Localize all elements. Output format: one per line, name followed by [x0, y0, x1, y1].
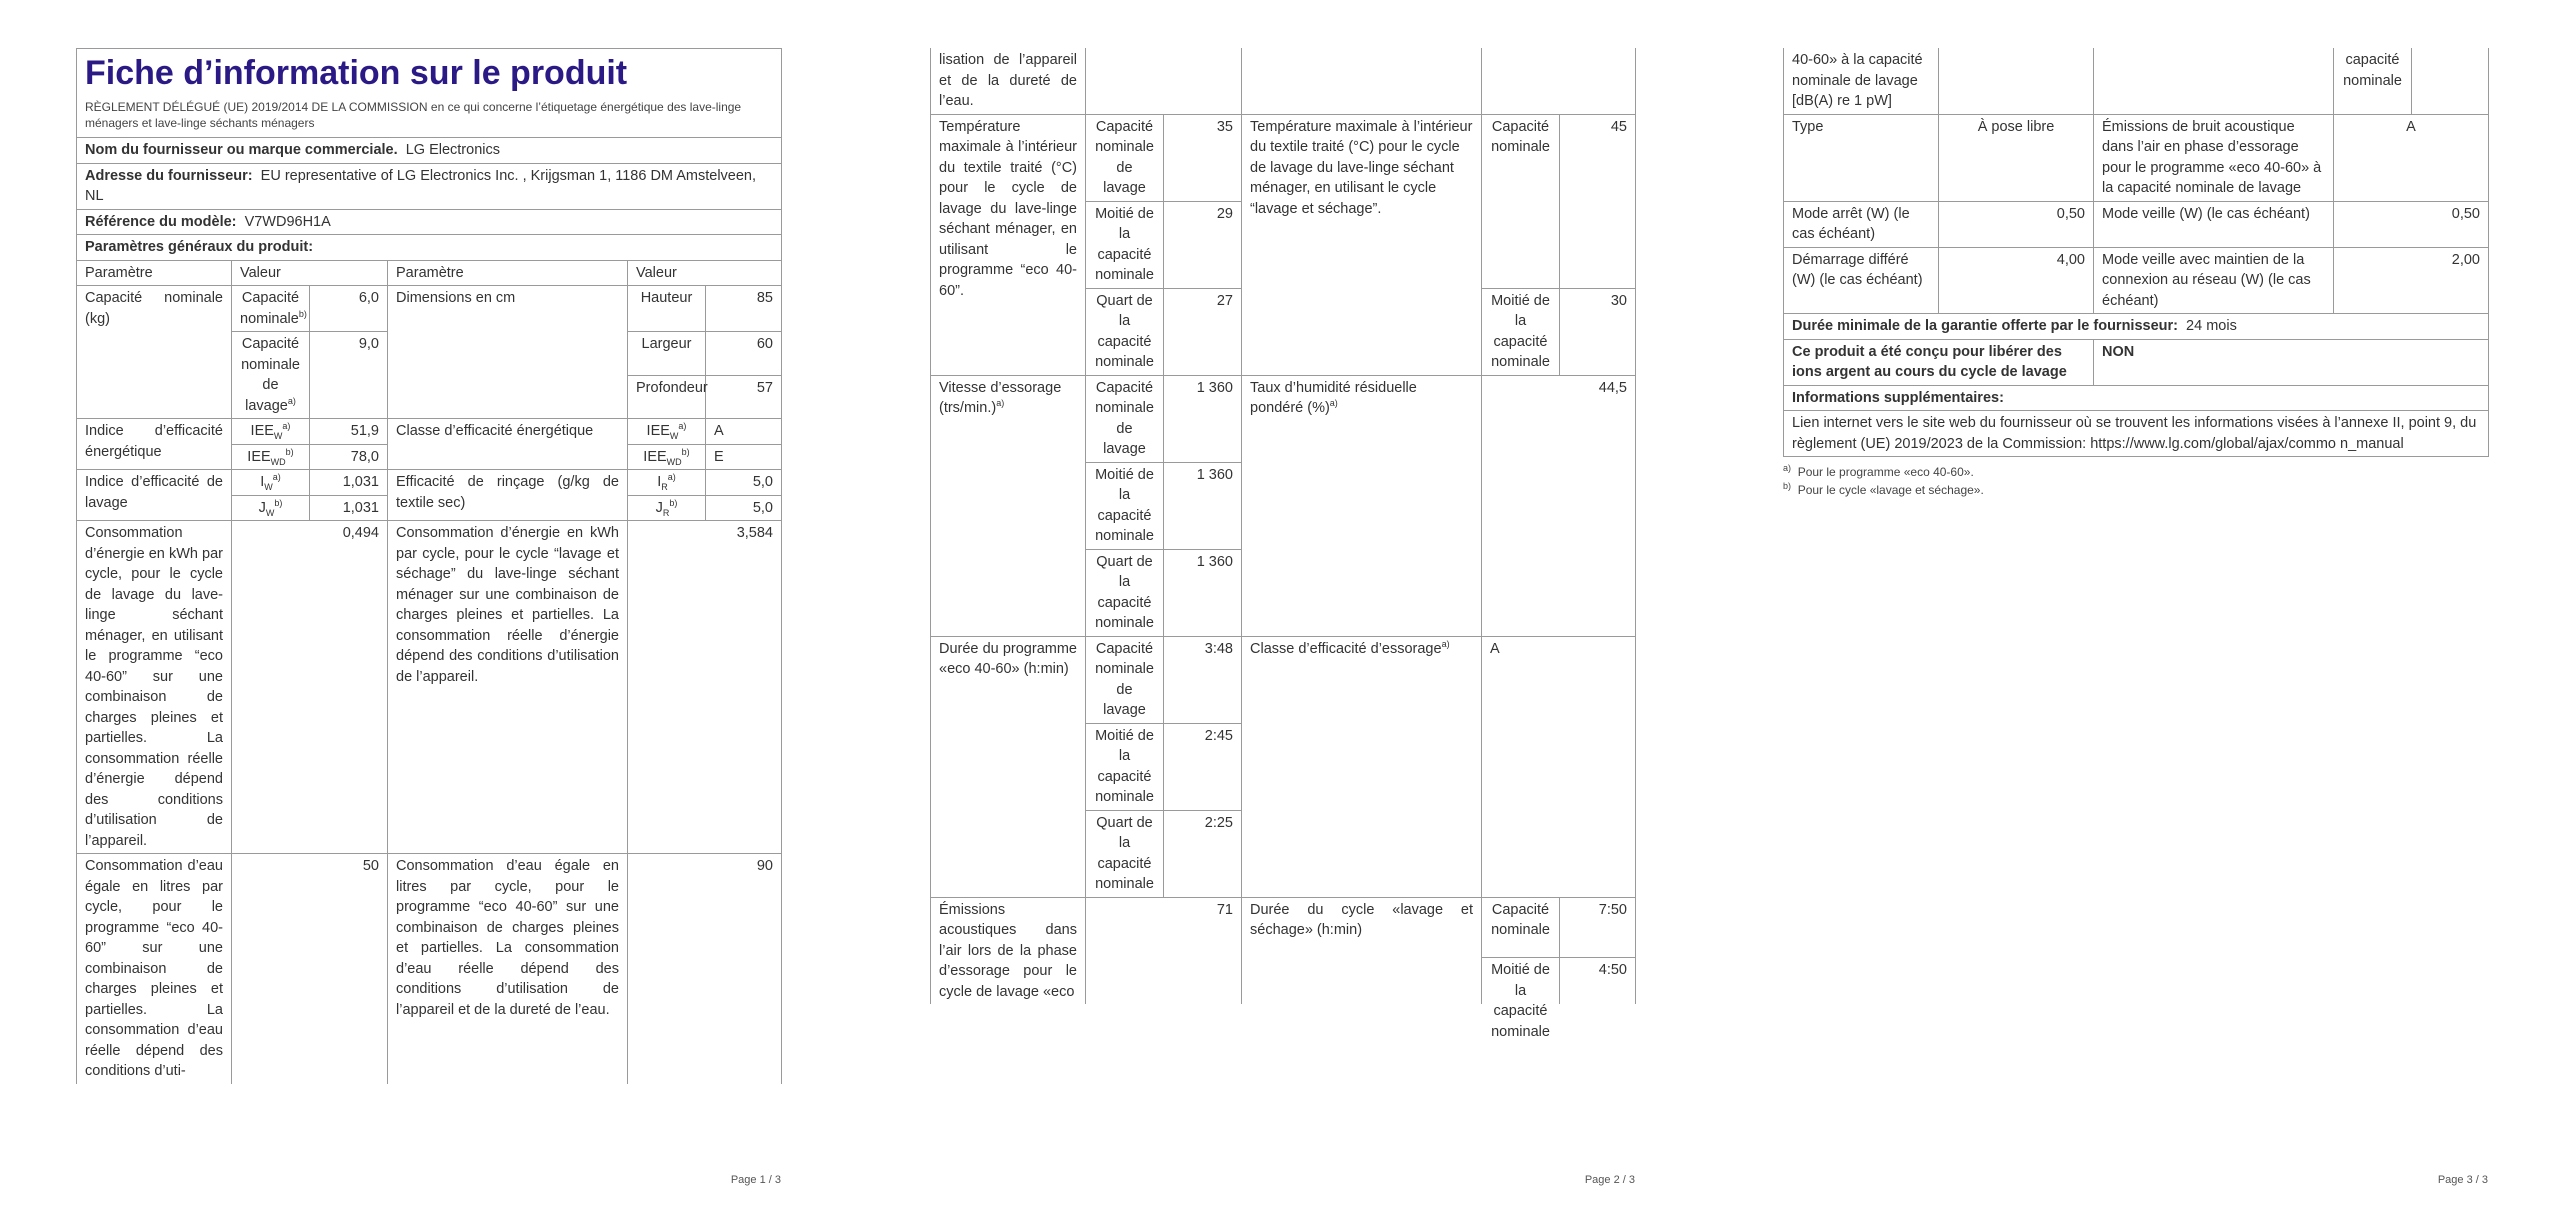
regulation-text: RÈGLEMENT DÉLÉGUÉ (UE) 2019/2014 DE LA COMMISSION en ce qui concerne l’étiquetage énergétique des lave-linge ménagers et lave-linge séchants ménagers [85, 100, 742, 130]
water-consumption-label: Consommation d’eau égale en litres par cycle, pour le programme “eco 40-60” sur une combinaison de charges pleines et partielles. La consommation d’eau réelle dépend des conditions d’uti- [77, 854, 232, 1084]
standby-label: Mode veille (W) (le cas échéant) [2094, 201, 2334, 247]
noise-class-label: Émissions de bruit acoustique dans l’air en phase d’essorage pour le programme «eco 40-60» à la capacité nominale de lavage [2094, 114, 2334, 201]
rinse-label: Efficacité de rinçage (g/kg de textile sec) [388, 470, 628, 521]
product-info-table-p2 [930, 48, 1636, 1040]
capacity-sub-wash: Capacité nominale de lavage$^{a)}$ [232, 332, 310, 419]
moisture-label: Taux d’humidité résiduelle pondéré (%)$^{a)}$ [1242, 375, 1482, 636]
spin-class-label: Classe d’efficacité d’essorage$^{a)}$ [1242, 636, 1482, 897]
depth-value: 57 [706, 375, 782, 419]
spin-sub-half: Moitié de la capacité nominale [1086, 462, 1164, 549]
header-value: Valeur [232, 260, 388, 286]
supplier-value: LG Electronics [405, 142, 500, 158]
off-mode-label: Mode arrêt (W) (le cas échéant) [1784, 201, 1939, 247]
wd-dur-sub-continued: capacité nominale [2334, 48, 2412, 114]
address-label: Adresse du fournisseur: [85, 167, 253, 184]
dur-sub-rated: Capacité nominale de lavage [1086, 636, 1164, 723]
header-value-2: Valeur [628, 260, 782, 286]
energy-wd-value: 3,584 [628, 521, 782, 854]
eei-wd-symbol: $IEE_{WD}^{b)}$ [232, 444, 310, 470]
eclass-w-value: A [706, 419, 782, 445]
temp-value-2: 29 [1164, 201, 1242, 288]
energy-wd-label: Consommation d’énergie en kWh par cycle, pour le cycle “lavage et séchage” du lave-linge séchant ménager sur une combinaison de charges pleines et partielles. La consommation réelle d’énergie dépend des conditions d’utilisation de l’appareil. [388, 521, 628, 854]
dur-value-3: 2:25 [1164, 810, 1242, 897]
standby-value: 0,50 [2334, 201, 2489, 247]
temp-wd-label: Température maximale à l’intérieur du textile traité (°C) pour le cycle de lavage du lave-linge séchant ménager, en utilisant le cycle “lavage et séchage”. [1242, 114, 1482, 375]
dur-sub-half: Moitié de la capacité nominale [1086, 723, 1164, 810]
eei-label: Indice d’efficacité énergétique [77, 419, 232, 470]
silver-ions-value: NON [2094, 339, 2489, 385]
duration-label: Durée du programme «eco 40-60» (h:min) [931, 636, 1086, 897]
type-value: À pose libre [1939, 114, 2094, 201]
page-2 [930, 48, 1635, 1186]
eclass-wd-value: E [706, 444, 782, 470]
noise-label-continued: 40-60» à la capacité nominale de lavage [dB(A) re 1 pW] [1784, 48, 1939, 114]
temp-wd-value-1: 45 [1560, 114, 1636, 288]
footnote-b: $^{b)}$ Pour le cycle «lavage et séchage». [1783, 481, 1984, 497]
water-consumption-value: 50 [232, 854, 388, 1084]
water-wd-value: 90 [628, 854, 782, 1084]
dur-value-2: 2:45 [1164, 723, 1242, 810]
off-mode-value: 0,50 [1939, 201, 2094, 247]
eei-wd-value: 78,0 [310, 444, 388, 470]
supplier-label: Nom du fournisseur ou marque commerciale. [85, 142, 398, 158]
spin-class-value: A [1482, 636, 1636, 897]
temp-sub-rated: Capacité nominale de lavage [1086, 114, 1164, 201]
product-info-table-p3 [1783, 48, 2489, 457]
page-3 [1783, 48, 2488, 1186]
footnote-a: $^{a)}$ Pour le programme «eco 40-60». [1783, 463, 1974, 479]
height-value: 85 [706, 286, 782, 332]
wash-index-label: Indice d’efficacité de lavage [77, 470, 232, 521]
spin-sub-rated: Capacité nominale de lavage [1086, 375, 1164, 462]
wd-dur-sub-half: Moitié de la capacité nominale [1482, 958, 1560, 1005]
depth-label: Profondeur [628, 375, 706, 419]
temp-sub-quarter: Quart de la capacité nominale [1086, 288, 1164, 375]
capacity-label: Capacité nominale (kg) [77, 286, 232, 419]
spin-speed-label: Vitesse d’essorage $(trs/\min.)^{a)}$ [931, 375, 1086, 636]
network-standby-value: 2,00 [2334, 247, 2489, 314]
width-value: 60 [706, 332, 782, 376]
water-wd-label: Consommation d’eau égale en litres par cycle, pour le programme “eco 40-60” sur une combinaison de charges pleines et partielles. La consommation d’eau réelle dépend des conditions d’utilisation de l’appareil et de la dureté de l’eau. [388, 854, 628, 1084]
noise-class-value: A [2334, 114, 2489, 201]
capacity-value-2: 9,0 [310, 332, 388, 419]
page-title: Fiche d’information sur le produit [85, 54, 628, 92]
header-param-2: Paramètre [388, 260, 628, 286]
page-1 [76, 48, 781, 1186]
temp-wd-value-2: 30 [1560, 288, 1636, 375]
eei-w-symbol: $IEE_W^{a)}$ [232, 419, 310, 445]
eclass-wd-symbol: $IEE_{WD}^{b)}$ [628, 444, 706, 470]
temp-value-1: 35 [1164, 114, 1242, 201]
supplier-link-text: Lien internet vers le site web du fournisseur où se trouvent les informations visées à l’annexe II, point 9, du règlement (UE) 2019/2023 de la Commission: https://www.lg.com/global/ajax/commo n_manual [1784, 411, 2489, 457]
temp-sub-half: Moitié de la capacité nominale [1086, 201, 1164, 288]
ir-value: 5,0 [706, 470, 782, 496]
temp-label: Température maximale à l’intérieur du textile traité (°C) pour le cycle de lavage du lave-linge séchant ménager, en utilisant le programme “eco 40-60”. [931, 114, 1086, 375]
address-value: EU representative of LG Electronics Inc. , Krijgsman 1, 1186 DM Amstelveen, NL [85, 167, 757, 204]
network-standby-label: Mode veille avec maintien de la connexion au réseau (W) (le cas échéant) [2094, 247, 2334, 314]
wd-duration-label: Durée du cycle «lavage et séchage» (h:min) [1242, 897, 1482, 1004]
wd-dur-value-1: 7:50 [1560, 897, 1636, 958]
eclass-w-symbol: $IEE_W^{a)}$ [628, 419, 706, 445]
noise-value: 71 [1086, 897, 1242, 1004]
capacity-value-1: 6,0 [310, 286, 388, 332]
water-label-continued: lisation de l’appareil et de la dureté de l’eau. [931, 48, 1086, 114]
jw-symbol: $J_W^{b)}$ [232, 495, 310, 521]
eei-w-value: 51,9 [310, 419, 388, 445]
silver-ions-label: Ce produit a été conçu pour libérer des ions argent au cours du cycle de lavage [1784, 339, 2094, 385]
dur-sub-quarter: Quart de la capacité nominale [1086, 810, 1164, 897]
temp-wd-sub-half: Moitié de la capacité nominale [1482, 288, 1560, 375]
capacity-sub-rated: Capacité nominale$^{b)}$ [232, 286, 310, 332]
model-label: Référence du modèle: [85, 213, 237, 230]
width-label: Largeur [628, 332, 706, 376]
dur-value-1: 3:48 [1164, 636, 1242, 723]
moisture-value: 44,5 [1482, 375, 1636, 636]
wd-dur-value-2: 4:50 [1560, 958, 1636, 1005]
header-param: Paramètre [77, 260, 232, 286]
iw-symbol: $I_W^{a)}$ [232, 470, 310, 496]
height-label: Hauteur [628, 286, 706, 332]
warranty-label: Durée minimale de la garantie offerte par le fournisseur: [1792, 318, 2178, 334]
page-number: Page 1 / 3 [730, 1174, 781, 1186]
general-params-heading: Paramètres généraux du produit: [77, 235, 782, 261]
temp-wd-sub-rated: Capacité nominale [1482, 114, 1560, 288]
warranty-value: 24 mois [2186, 318, 2237, 334]
temp-value-3: 27 [1164, 288, 1242, 375]
noise-label: Émissions acoustiques dans l’air lors de la phase d’essorage pour le cycle de lavage «eco [931, 897, 1086, 1004]
model-value: V7WD96H1A [244, 213, 331, 230]
product-info-table-p1 [76, 48, 782, 1084]
delay-start-value: 4,00 [1939, 247, 2094, 314]
jr-value: 5,0 [706, 495, 782, 521]
iw-value: 1,031 [310, 470, 388, 496]
energy-consumption-value: 0,494 [232, 521, 388, 854]
spin-value-2: 1 360 [1164, 462, 1242, 549]
spin-value-3: 1 360 [1164, 549, 1242, 636]
delay-start-label: Démarrage différé (W) (le cas échéant) [1784, 247, 1939, 314]
energy-class-label: Classe d’efficacité énergétique [388, 419, 628, 470]
type-label: Type [1784, 114, 1939, 201]
page-number: Page 3 / 3 [2437, 1174, 2488, 1186]
spin-sub-quarter: Quart de la capacité nominale [1086, 549, 1164, 636]
jw-value: 1,031 [310, 495, 388, 521]
dimensions-label: Dimensions en cm [388, 286, 628, 419]
ir-symbol: $I_R^{a)}$ [628, 470, 706, 496]
spin-value-1: 1 360 [1164, 375, 1242, 462]
additional-info-label: Informations supplémentaires: [1784, 385, 2489, 411]
energy-consumption-label: Consommation d’énergie en kWh par cycle, pour le cycle de lavage du lave-linge séchant ménager, en utilisant le programme “eco 40-60” sur une combinaison de charges pleines et partielles. La consommation réelle d’énergie dépend des conditions d’utilisation de l’appareil. [77, 521, 232, 854]
page-number: Page 2 / 3 [1584, 1174, 1635, 1186]
jr-symbol: $J_R^{b)}$ [628, 495, 706, 521]
wd-dur-sub-rated: Capacité nominale [1482, 897, 1560, 958]
